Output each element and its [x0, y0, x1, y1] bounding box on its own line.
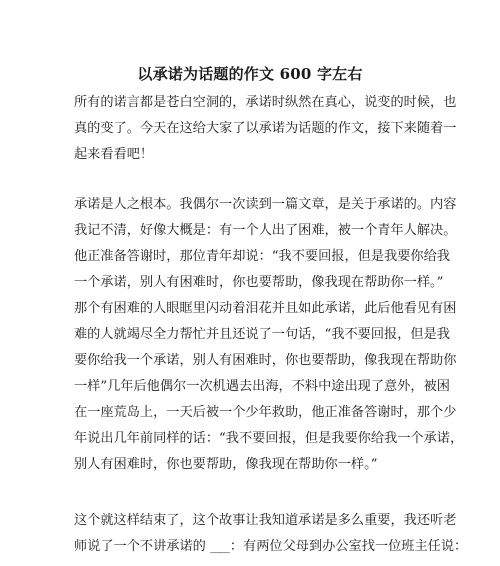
- text-line: 真的变了。今天在这给大家了以承诺为话题的作文，接下来随着一: [74, 121, 457, 136]
- text-line: 师说了一个不讲承诺的 ___：有两位父母到办公室找一位班主任说：: [74, 539, 468, 554]
- text-line: 起来看看吧！: [74, 147, 154, 162]
- text-line: 一样”几年后他偶尔一次机遇去出海，不料中途出现了意外，被困: [74, 379, 450, 394]
- document-title: 以承诺为话题的作文 600 字左右: [137, 65, 363, 83]
- text-line: 他正准备答谢时，那位青年却说：“我不要回报，但是我要你给我: [74, 249, 450, 264]
- page-bottom-fade: [0, 558, 500, 566]
- text-line: 一个承诺，别人有困难时，你也要帮助，像我现在帮助你一样。”: [74, 275, 444, 290]
- paragraph-story: [74, 192, 464, 478]
- text-line: 承诺是人之根本。我偶尔一次读到一篇文章，是关于承诺的。内容: [74, 197, 457, 212]
- text-line: 别人有困难时，你也要帮助，像我现在帮助你一样。”: [74, 457, 378, 472]
- paragraph-intro: [74, 90, 457, 168]
- text-line: 这个就这样结束了，这个故事让我知道承诺是多么重要，我还听老: [74, 513, 457, 528]
- text-line: 在一座荒岛上，一天后被一个少年救助，他正准备答谢时，那个少: [74, 405, 457, 420]
- text-line: 所有的诺言都是苍白空洞的，承诺时纵然在真心，说变的时候，也: [74, 95, 457, 110]
- text-line: 年说出几年前同样的话：“我不要回报，但是我要你给我一个承诺，: [74, 431, 464, 446]
- text-line: 那个有困难的人眼眶里闪动着泪花并且如此承诺，此后他看见有困: [74, 301, 457, 316]
- paragraph-conclusion: [74, 508, 468, 560]
- text-line: 我记不清，好像大概是：有一个人出了困难，被一个青年人解决。: [74, 223, 457, 238]
- text-line: 要你给我一个承诺，别人有困难时，你也要帮助，像我现在帮助你: [74, 353, 457, 368]
- text-line: 难的人就竭尽全力帮忙并且还说了一句话，“我不要回报，但是我: [74, 327, 450, 342]
